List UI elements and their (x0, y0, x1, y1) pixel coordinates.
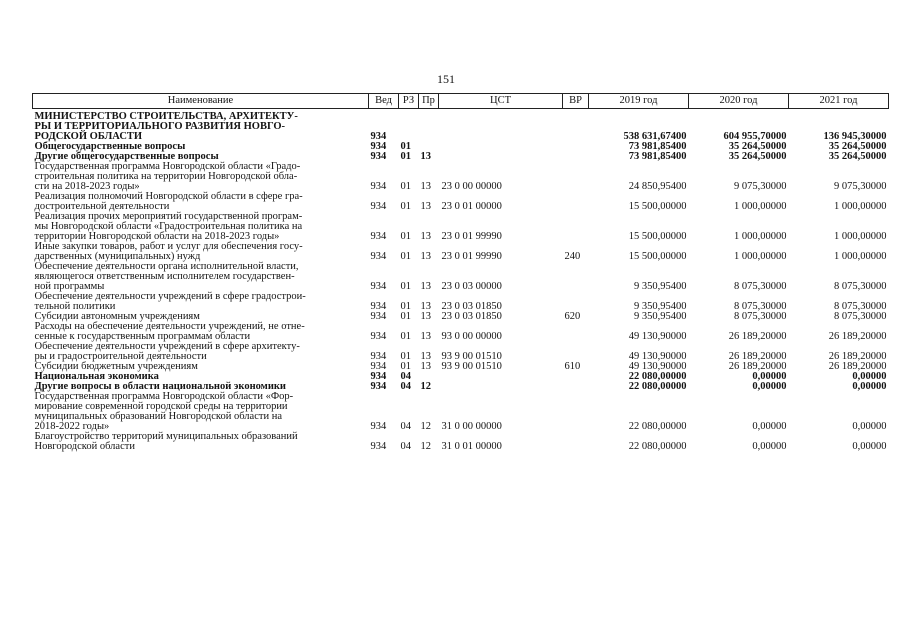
row-ved: 934 (370, 331, 387, 342)
row-pr: 13 (420, 331, 431, 342)
row-2021: 8 075,30000 (834, 301, 887, 312)
row-2020: 35 264,50000 (728, 151, 787, 162)
row-cst: 31 0 00 00000 (441, 421, 502, 432)
row-cst: 23 0 01 00000 (441, 201, 502, 212)
row-cst (439, 382, 563, 392)
row-2020: 0,00000 (752, 441, 787, 452)
row-2021: 26 189,20000 (828, 361, 887, 372)
row-ved: 934 (370, 441, 387, 452)
table-row (33, 432, 889, 452)
row-name: МИНИСТЕРСТВО СТРОИТЕЛЬСТВА, АРХИТЕКТУ- РЫ И ТЕРРИТОРИАЛЬНОГО РАЗВИТИЯ НОВГО- РОДСКОЙ ОБЛАСТИ (34, 111, 298, 142)
row-pr: 12 (420, 421, 431, 432)
row-vr: 620 (564, 311, 581, 322)
row-rz: 01 (400, 311, 411, 322)
row-vr (563, 372, 589, 382)
row-pr: 13 (420, 201, 431, 212)
row-rz: 01 (400, 281, 411, 292)
page-number: 151 (437, 72, 455, 86)
row-2021: 8 075,30000 (834, 311, 887, 322)
row-cst (439, 142, 563, 152)
row-ved: 934 (370, 201, 387, 212)
row-pr: 13 (420, 251, 431, 262)
row-pr: 13 (420, 281, 431, 292)
row-2021: 1 000,00000 (834, 231, 887, 242)
row-2021: 136 945,30000 (823, 131, 887, 142)
row-cst (439, 372, 563, 382)
header-2019: 2019 год (589, 94, 689, 109)
row-cst: 23 0 01 99990 (441, 251, 502, 262)
row-rz: 01 (400, 201, 411, 212)
row-rz: 01 (400, 301, 411, 312)
row-rz: 04 (400, 441, 411, 452)
row-2019: 15 500,00000 (628, 251, 687, 262)
row-2019: 22 080,00000 (628, 371, 687, 382)
row-2019: 9 350,95400 (634, 311, 687, 322)
row-name: Реализация прочих мероприятий государственной програм- мы Новгородской области «Градостроительная политика на территории Новгородской области на 2018-2023 годы» (34, 211, 303, 242)
row-ved: 934 (370, 361, 387, 372)
row-rz: 04 (400, 381, 411, 392)
row-2019: 9 350,95400 (634, 301, 687, 312)
row-2020: 26 189,20000 (728, 361, 787, 372)
row-ved: 934 (370, 351, 387, 362)
row-name: Другие вопросы в области национальной экономики (34, 381, 286, 392)
row-vr (563, 392, 589, 432)
row-cst: 23 0 03 01850 (441, 301, 502, 312)
row-cst: 93 0 00 00000 (441, 331, 502, 342)
row-vr (563, 322, 589, 342)
row-pr: 12 (420, 441, 431, 452)
row-2019: 49 130,90000 (628, 361, 687, 372)
row-2019: 22 080,00000 (628, 441, 687, 452)
row-2020: 1 000,00000 (734, 251, 787, 262)
row-2021: 26 189,20000 (828, 331, 887, 342)
row-rz: 04 (400, 421, 411, 432)
table-row (33, 292, 889, 312)
row-cst: 23 0 03 01850 (441, 311, 502, 322)
row-2019: 49 130,90000 (628, 331, 687, 342)
table-row (33, 109, 889, 143)
row-name: Государственная программа Новгородской области «Градо- строительная политика на территории Новгородской обла- сти на 2018-2023 годы» (34, 161, 301, 192)
header-cst: ЦСТ (439, 94, 563, 109)
row-pr: 13 (420, 231, 431, 242)
row-name: Обеспечение деятельности органа исполнительной власти, являющегося ответственным исполнителем государствен- ной программы (34, 261, 299, 292)
row-vr (563, 152, 589, 162)
row-name: Иные закупки товаров, работ и услуг для обеспечения госу- дарственных (муниципальных) нужд (34, 241, 303, 262)
row-cst: 31 0 01 00000 (441, 441, 502, 452)
row-2020: 604 955,70000 (723, 131, 787, 142)
table-row (33, 212, 889, 242)
row-vr (563, 192, 589, 212)
row-rz: 01 (400, 231, 411, 242)
row-2021: 26 189,20000 (828, 351, 887, 362)
row-name: Государственная программа Новгородской области «Фор- мирование современной городской среды на территории муниципальных образований Новгородской области на 2018-2022 годы» (34, 391, 294, 432)
row-2021: 0,00000 (852, 441, 887, 452)
row-name: Общегосударственные вопросы (34, 141, 186, 152)
row-cst: 93 9 00 01510 (441, 361, 502, 372)
row-cst: 23 0 03 00000 (441, 281, 502, 292)
row-vr: 240 (564, 251, 581, 262)
row-2019: 22 080,00000 (628, 421, 687, 432)
row-rz: 01 (400, 331, 411, 342)
row-pr: 13 (420, 351, 431, 362)
row-name: Субсидии бюджетным учреждениям (34, 361, 198, 372)
row-vr (563, 292, 589, 312)
row-name: Другие общегосударственные вопросы (34, 151, 219, 162)
header-name: Наименование (33, 94, 369, 109)
row-name: Национальная экономика (34, 371, 159, 382)
row-2021: 1 000,00000 (834, 201, 887, 212)
row-ved: 934 (370, 311, 387, 322)
row-name: Субсидии автономным учреждениям (34, 311, 200, 322)
row-2019: 9 350,95400 (634, 281, 687, 292)
table-row (33, 242, 889, 262)
row-2021: 0,00000 (852, 371, 887, 382)
table-row (33, 262, 889, 292)
header-2021: 2021 год (789, 94, 889, 109)
row-2019: 538 631,67400 (623, 131, 687, 142)
row-ved: 934 (370, 281, 387, 292)
budget-table (32, 93, 889, 452)
row-ved: 934 (370, 131, 387, 142)
row-2020: 0,00000 (752, 371, 787, 382)
row-vr (563, 109, 589, 143)
row-2019: 22 080,00000 (628, 381, 687, 392)
row-2019: 24 850,95400 (628, 181, 687, 192)
row-2020: 1 000,00000 (734, 231, 787, 242)
row-ved: 934 (370, 151, 387, 162)
row-pr: 13 (420, 151, 431, 162)
row-rz: 01 (400, 361, 411, 372)
row-ved: 934 (370, 421, 387, 432)
row-vr (563, 162, 589, 192)
row-vr: 610 (564, 361, 581, 372)
row-vr (563, 382, 589, 392)
row-2020: 1 000,00000 (734, 201, 787, 212)
row-rz (399, 109, 419, 143)
row-2020: 8 075,30000 (734, 281, 787, 292)
row-rz: 04 (400, 371, 411, 382)
row-2021: 1 000,00000 (834, 251, 887, 262)
row-ved: 934 (370, 231, 387, 242)
row-ved: 934 (370, 371, 387, 382)
row-2020: 35 264,50000 (728, 141, 787, 152)
row-pr: 13 (420, 181, 431, 192)
row-2021: 8 075,30000 (834, 281, 887, 292)
row-vr (563, 212, 589, 242)
row-2021: 9 075,30000 (834, 181, 887, 192)
row-rz: 01 (400, 181, 411, 192)
row-2020: 8 075,30000 (734, 301, 787, 312)
row-2019: 49 130,90000 (628, 351, 687, 362)
header-ved: Вед (369, 94, 399, 109)
row-2020: 26 189,20000 (728, 331, 787, 342)
row-vr (563, 432, 589, 452)
row-rz: 01 (400, 151, 411, 162)
table-row (33, 162, 889, 192)
row-2021: 35 264,50000 (828, 141, 887, 152)
row-2020: 0,00000 (752, 421, 787, 432)
header-vr: ВР (563, 94, 589, 109)
table-row (33, 322, 889, 342)
row-2019: 73 981,85400 (628, 141, 687, 152)
row-ved: 934 (370, 301, 387, 312)
row-vr (563, 342, 589, 362)
header-2020: 2020 год (689, 94, 789, 109)
row-ved: 934 (370, 141, 387, 152)
row-ved: 934 (370, 181, 387, 192)
row-2021: 0,00000 (852, 421, 887, 432)
row-2020: 9 075,30000 (734, 181, 787, 192)
row-rz: 01 (400, 141, 411, 152)
row-name: Благоустройство территорий муниципальных образований Новгородской области (34, 431, 298, 452)
row-rz: 01 (400, 251, 411, 262)
row-pr: 13 (420, 301, 431, 312)
row-pr: 12 (420, 381, 431, 392)
row-2019: 15 500,00000 (628, 201, 687, 212)
row-ved: 934 (370, 251, 387, 262)
table-row (33, 342, 889, 362)
row-name: Обеспечение деятельности учреждений в сфере архитекту- ры и градостроительной деятельности (34, 341, 300, 362)
row-2020: 0,00000 (752, 381, 787, 392)
row-name: Реализация полномочий Новгородской области в сфере гра- достроительной деятельности (34, 191, 303, 212)
row-2021: 35 264,50000 (828, 151, 887, 162)
row-pr: 13 (420, 311, 431, 322)
row-2020: 8 075,30000 (734, 311, 787, 322)
row-pr (419, 109, 439, 143)
table-row (33, 392, 889, 432)
row-vr (563, 262, 589, 292)
header-pr: Пр (419, 94, 439, 109)
row-cst: 23 0 00 00000 (441, 181, 502, 192)
row-cst: 93 9 00 01510 (441, 351, 502, 362)
table-header-row (33, 94, 889, 109)
row-name: Обеспечение деятельности учреждений в сфере градострои- тельной политики (34, 291, 306, 312)
header-rz: РЗ (399, 94, 419, 109)
row-2021: 0,00000 (852, 381, 887, 392)
row-name: Расходы на обеспечение деятельности учреждений, не отне- сенные к государственным программам области (34, 321, 305, 342)
row-2019: 73 981,85400 (628, 151, 687, 162)
row-2019: 15 500,00000 (628, 231, 687, 242)
row-cst (439, 109, 563, 143)
row-ved: 934 (370, 381, 387, 392)
row-cst: 23 0 01 99990 (441, 231, 502, 242)
row-rz: 01 (400, 351, 411, 362)
row-cst (439, 152, 563, 162)
row-pr: 13 (420, 361, 431, 372)
row-2020: 26 189,20000 (728, 351, 787, 362)
table-row (33, 192, 889, 212)
row-vr (563, 142, 589, 152)
